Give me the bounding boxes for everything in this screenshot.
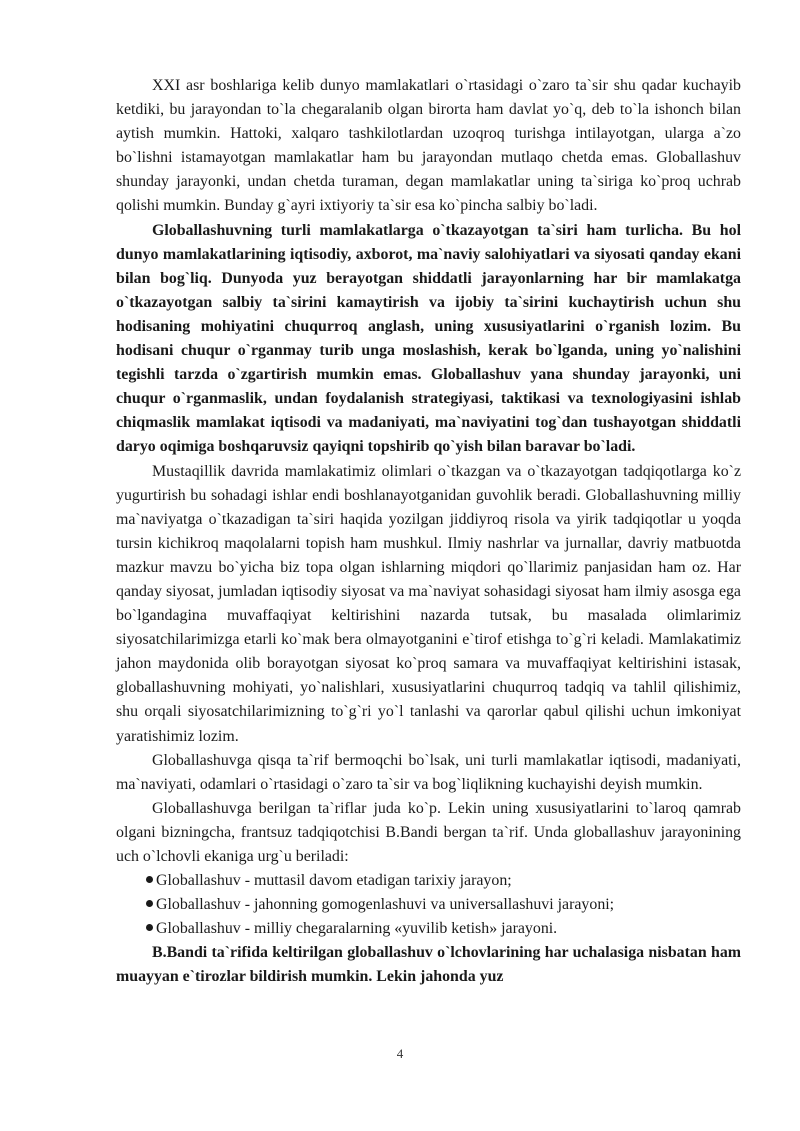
bullet-icon — [146, 876, 153, 883]
list-item — [146, 893, 741, 917]
list-item — [146, 869, 741, 893]
paragraph-intro: XXI asr boshlariga kelib dunyo mamlakatlari o`rtasidagi o`zaro ta`sir shu qadar kuchayib ketdiki, bu jarayondan to`la chegaralanib olgan birorta ham davlat yo`q, deb to`la ishonch bilan aytish mumkin. Hattoki, xalqaro tashkilotlardan uzoqroq turishga intilayotgan, ularga a`zo bo`lishni istamayotgan mamlakatlar ham bu jarayondan mutlaqo chetda emas. Globallashuv shunday jarayonki, undan chetda turaman, degan mamlakatlar uning ta`siriga ko`proq uchrab qolishi mumkin. Bunday g`ayri ixtiyoriy ta`sir esa ko`pincha salbiy bo`ladi. — [116, 77, 741, 215]
list-item — [146, 917, 741, 941]
list-item-text: Globallashuv - jahonning gomogenlashuvi va universallashuvi jarayoni; — [156, 896, 615, 914]
bullet-icon — [146, 900, 153, 907]
paragraph-research-state: Mustaqillik davrida mamlakatimiz olimlari o`tkazgan va o`tkazayotgan tadqiqotlarga ko`z yugurtirish bu sohadagi ishlar endi boshlanayotganidan guvohlik beradi. Globallashuvning milliy ma`naviyatga o`tkazadigan ta`siri haqida yozilgan jiddiyroq risola va yirik tadqiqotlar u yoqda tursin kichikroq maqolalarni topish ham mushkul. Ilmiy nashrlar va jurnallar, davriy matbuotda mazkur mavzu bo`yicha biz topa olgan ishlarning miqdori qo`llarimiz panjasidan ham oz. Har qanday siyosat, jumladan iqtisodiy siyosat va ma`naviyat sohasidagi siyosat ham ilmiy asosga ega bo`lgandagina muvaffaqiyat keltirishini nazarda tutsak, bu masalada olimlarimiz siyosatchilarimizga etarli ko`mak bera olmayotganini e`tirof etishga to`g`ri keladi. Mamlakatimiz jahon maydonida olib borayotgan siyosat ko`proq samara va muvaffaqiyat keltirishini istasak, globallashuvning mohiyati, yo`nalishlari, xususiyatlarini chuqurroq tadqiq va tahlil qilishimiz, shu orqali siyosatchilarimizning to`g`ri yo`l tanlashi va qarorlar qabul qilishi uchun imkoniyat yaratishimiz lozim. — [116, 462, 741, 745]
list-item-text: Globallashuv - muttasil davom etadigan tarixiy jarayon; — [156, 872, 512, 890]
document-page — [116, 74, 741, 990]
list-item-text: Globallashuv - milliy chegaralarning «yuvilib ketish» jarayoni. — [156, 920, 558, 938]
page-number: 4 — [396, 1046, 404, 1061]
bullet-icon — [146, 924, 153, 931]
paragraph-bold-globalization-impact: Globallashuvning turli mamlakatlarga o`tkazayotgan ta`siri ham turlicha. Bu hol dunyo mamlakatlarining iqtisodiy, axborot, ma`naviy salohiyatlari va siyosati qanday ekani bilan bog`liq. Dunyoda yuz berayotgan shiddatli jarayonlarning har bir mamlakatga o`tkazayotgan salbiy ta`sirini kamaytirish va ijobiy ta`sirini kuchaytirish uchun shu hodisaning mohiyatini chuqurroq anglash, uning xususiyatlarini o`rganish lozim. Bu hodisani chuqur o`rganmay turib unga moslashish, kerak bo`lganda, uning yo`nalishini tegishli tarzda o`zgartirish mumkin emas. Globallashuv yana shunday jarayonki, uni chuqur o`rganmaslik, undan foydalanish strategiyasi, taktikasi va texnologiyasini ishlab chiqmaslik mamlakat iqtisodi va madaniyati, ma`naviyatini tog`dan tushayotgan shiddatli daryo oqimiga boshqaruvsiz qayiqni topshirib qo`yish bilan baravar bo`ladi. — [116, 221, 741, 456]
paragraph-definitions: Globallashuvga berilgan ta`riflar juda ko`p. Lekin uning xususiyatlarini to`laroq qamrab olgani bizningcha, frantsuz tadqiqotchisi B.Bandi bergan ta`rif. Unda globallashuv jarayonining uch o`lchovli ekaniga urg`u beriladi: — [116, 799, 741, 865]
paragraph-short-definition: Globallashuvga qisqa ta`rif bermoqchi bo`lsak, uni turli mamlakatlar iqtisodi, madaniyati, ma`naviyati, odamlari o`rtasidagi o`zaro ta`sir va bog`liqlikning kuchayishi deyish mumkin. — [116, 751, 741, 793]
paragraph-bold-bandi: B.Bandi ta`rifida keltirilgan globallashuv o`lchovlarining har uchalasiga nisbatan ham muayyan e`tirozlar bildirish mumkin. Lekin jahonda yuz — [116, 944, 741, 986]
bullet-list — [116, 869, 741, 941]
